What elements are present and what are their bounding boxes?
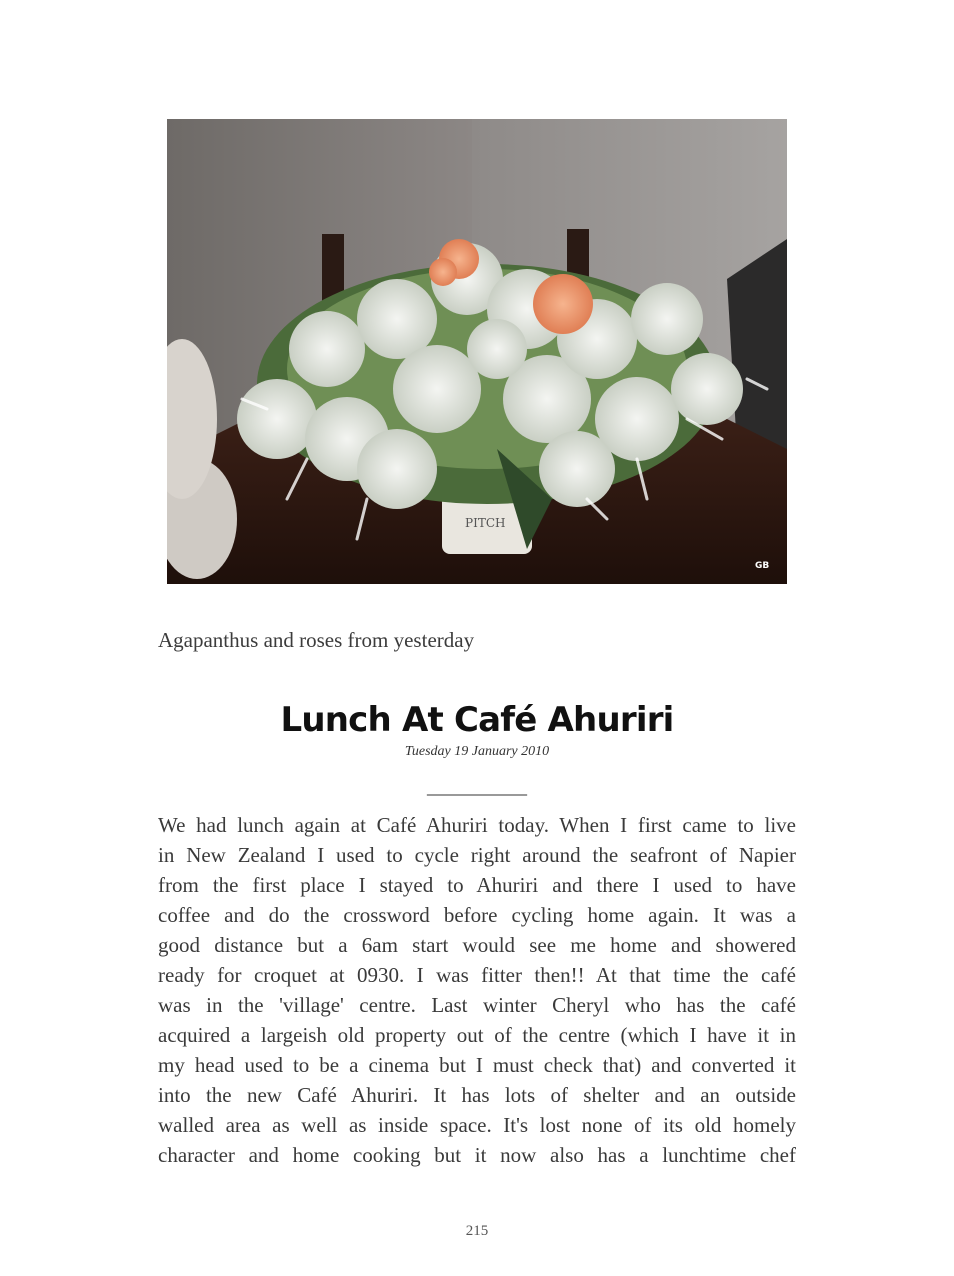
- body-line: walled area as well as inside space. It's lost none of its old homely: [158, 1113, 796, 1137]
- body-line: We had lunch again at Café Ahuriri today. When I first came to live: [158, 813, 796, 837]
- body-line: from the first place I stayed to Ahuriri and there I used to have: [158, 873, 796, 897]
- body-line: was in the 'village' centre. Last winter Cheryl who has the café: [158, 993, 796, 1017]
- body-line: acquired a largeish old property out of the centre (which I have it in: [158, 1023, 796, 1047]
- body-line: in New Zealand I used to cycle right around the seafront of Napier: [158, 843, 796, 867]
- title-separator: __________: [427, 776, 527, 798]
- body-line: character and home cooking but it now also has a lunchtime chef: [158, 1143, 796, 1167]
- photo-caption: Agapanthus and roses from yesterday: [158, 628, 475, 652]
- body-line: coffee and do the crossword before cycling home again. It was a: [158, 903, 796, 927]
- photo-watermark: GB: [755, 561, 770, 571]
- article-body: [158, 810, 796, 1170]
- body-line: my head used to be a cinema but I must check that) and converted it: [158, 1053, 796, 1077]
- body-line: into the new Café Ahuriri. It has lots of shelter and an outside: [158, 1083, 796, 1107]
- flower-arrangement-image: [167, 119, 787, 584]
- article-title: Lunch At Café Ahuriri: [280, 700, 674, 740]
- page-number: 215: [465, 1223, 489, 1239]
- body-line: good distance but a 6am start would see me home and showered: [158, 933, 796, 957]
- vase-label: PITCH: [465, 516, 506, 530]
- article-date: Tuesday 19 January 2010: [404, 744, 550, 759]
- body-line: ready for croquet at 0930. I was fitter then!! At that time the café: [158, 963, 796, 987]
- flower-photo: [167, 119, 787, 584]
